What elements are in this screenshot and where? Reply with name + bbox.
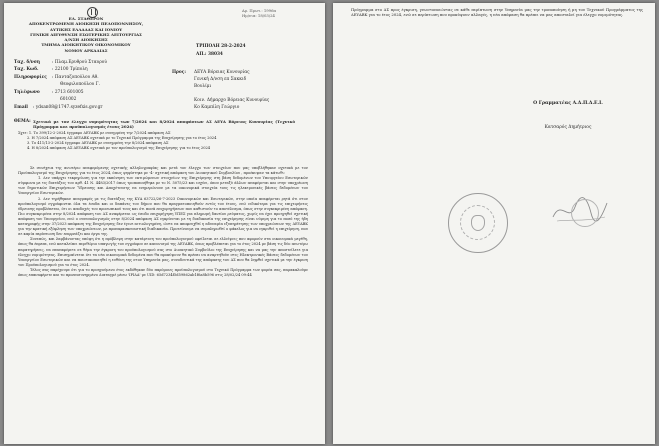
signature-title: Ο Γραμματέας Α.Δ.Π.Δ.Ε.Ι. [533,101,603,106]
subject-label: ΘΕΜΑ: [14,119,31,124]
recipient-line-3: Βουλίμι [194,84,212,89]
contact-value-phone-2: 601002 [60,97,77,102]
contact-value-email: : ydsan08@1747.syzefxis.gov.gr [33,105,103,110]
reference-4: 4. Η 8/2024 απόφαση ΔΣ ΔΕΥΑΒΚ σχετικά με τον προϋπολογισμό της Επιχείρησης για το έτος 2024 [27,146,211,151]
reference-1: Σχετ: 1. Το 399/12-2-2024 έγγραφο ΔΕΥΑΒΚ με συνημμένη την 7/2024 απόφαση ΔΣ [18,131,171,135]
cc-line-1: Κοιν. Δήμαρχο Βόρειας Κυνουρίας [194,98,270,103]
body-paragraph-final: Τέλος σας παρέχουμε ότι για το προηγούμενο έτος εκδόθηκαν δύο παρόμοιες προϋπολογισμού στο Τεχνικό Πρόγραμμα των φορέα σας, παρακαλούμε όπως επαναφέρετε και το προεπισυνημμένο Διαταγμέ μέσω 'ΙΡΙΔΑ' με UID: 65d7234f5d59862ab1f6a8b596 στις 28/02/24 09:44 [18,267,308,277]
contact-label-address: Ταχ. δ/νση [14,60,41,65]
contact-label-info: Πληροφορίες [14,75,47,80]
header-line-5: Δ/ΝΣΗ ΔΙΟΙΚΗΣΗΣ [64,37,108,43]
letter-body [18,166,308,278]
recipient-label: Προς: [172,70,186,75]
letter-date: ΤΡΙΠΟΛΗ 28-2-2024 [196,44,246,49]
header-line-7: ΝΟΜΟΥ ΑΡΚΑΔΙΑΣ [64,47,108,53]
document-page-1 [4,3,325,444]
subject-text: Σχετικά με τον έλεγχο νομιμότητας των 7/2024 και 8/2024 αποφάσεων ΔΣ ΔΕΥΑ Βόρειας Κυνουρίας (Τεχνικό Πρόγραμμα και προϋπολογισμός έτους 2024) [33,119,295,130]
contact-value-info-2: Θεοφιλοπούλου Γ. [60,82,100,87]
reference-3: 3. Το 411/13-2-2024 έγγραφο ΔΕΥΑΒΚ με συνημμένη την 8/2024 απόφαση ΔΣ [27,141,169,146]
recipient-line-2: Γενική Δ/νση επ Σακκιδ [194,77,247,82]
contact-label-postcode: Ταχ. Κωδ. [14,67,39,72]
contact-label-phone: Τηλέφωνο [14,90,40,95]
issuer-header [26,17,146,54]
header-line-2: ΑΠΟΚΕΝΤΡΩΜΕΝΗ ΔΙΟΙΚΗΣΗ ΠΕΛΟΠΟΝΝΗΣΟΥ, [28,21,144,27]
body-paragraph-2: 2. Δεν τηρήθηκαν αναγραφές με τις διατάξεις της ΚΥΑ 63722/26-7-2023 Οικονομικών και Εσωτερικών, στην οποία αναφέρεται ρητά ότι στον προϋπολογισμό εγγράφονται όλα τα έσοδα και οι δαπάνες του δήμου που θα πραγματοποιηθούν εντός του έτους, ενώ ειδικότερα για τις επιχειρήσεις ύδρευσης προβλέπεται, ότι οι αποδοχές του προσωπικού τους και ότι ποσά επιχορηγήσεων που καθιστούν το αποτέλεσμα, όπως στην συγκεκριμένη απόφαση. Πιο συγκεκριμένα στην 8/2024 απόφαση του ΔΣ αναφέρεται ως έσοδο επιχορήγηση ΥΠΕΣ για πληρωμή δανείου ρεύματος, χωρίς να έχει προηγηθεί σχετική απόφαση του Υπουργείου, ενώ ο συνυπολογισμός στην 8/2024 απόφαση ΔΣ εγκρίνεται με τη διαδικασία της επιχείρησης είναι νόμιμη για το ποσό της ήδη καταγραφής στην 37/2023 απόφαση της Επιχείρησης δεν έγινε αιτιολογημένη, ώστε να αποφευχθεί η αδυναμία εξυπηρέτησης των υποχρεώσεων της ΔΕΥΑΒΚ για την κρατική εξόφληση των υποχρεώσεων, με προπαρασκευαστική διαδικασία. Προτείνουμε να συμπληρωθεί ο φάκελος για να εγκριθεί η επιχείρηση, που σε καμία περίπτωση δεν επιρρεάζει και έργα της. [18,196,308,237]
official-seal-icon [448,193,508,253]
contact-value-postcode: : 22100 Τρίπολη [52,67,88,72]
received-stamp-line-1: Αρ. Πρωτ.: 1996α [242,8,277,13]
header-line-6: ΤΜΗΜΑ ΔΙΟΙΚΗΤΙΚΟΥ ΟΙΚΟΝΟΜΙΚΟΥ [41,42,131,48]
page2-body: Πρόγραμμα στο ΔΣ προς έγκριση, γνωστοποιώντας σε κάθε περίπτωση στην Υπηρεσία μας την τροποποίηση ή μη του Τεχνικού Προγράμματος της ΔΕΥΑΒΚ για το έτος 2024, ενώ σε περίπτωση που προκύψουν αλλαγές, η νέα απόφαση θα πρέπει να μας αποσταλεί για έλεγχο νομιμότητας. [351,7,643,18]
protocol-number: ΑΠ.: 38034 [196,52,223,57]
recipient-line-1: ΔΕΥΑ Βόρειας Κυνουρίας [194,70,250,75]
header-line-4: ΓΕΝΙΚΗ ΔΙΕΥΘΥΝΣΗ ΕΣΩΤΕΡΙΚΗΣ ΛΕΙΤΟΥΡΓΙΑΣ [30,31,142,37]
contact-value-info: : Πανταζοπούλου Αθ. [52,75,99,80]
header-line-1: ΕΛ. ΣΤΑΘΕΡΟΝ [68,16,104,21]
contact-label-email: Email [14,105,28,110]
body-paragraph-1: 1. Δεν υπάρχει τεκμηρίωση για την εκπόνηση των εκτιμώμενων στοιχείων της Επιχείρησης στη βάση δεδομένων του Υπουργείου Εσωτερικών σύμφωνα με τις διατάξεις του αρθ. 41 Ν. 4483/2017 όπως τροποποιήθηκε με το Ν. 5075/23 και ισχύει, όπου μεταξύ άλλων αναφέρεται και στην υποχρέωση των δημοτικών Επιχειρήσεων Ύδρευσης και Αποχέτευσης να ενημερώνουν με τα οικονομικά στοιχεία τους τις ηλεκτρονικές βάσεις δεδομένων του Υπουργείου Εσωτερικών. [18,176,308,196]
signatory-name: Κατσαρός Δημήτριος [544,125,592,130]
body-paragraph-intro: Σε συνέχεια της ανωτέρω αναφερόμενης σχετικής αλληλογραφίας και μετά τον έλεγχο των στοιχείων που μας υποβλήθηκαν σχετικά με τον Προϋπολογισμό της Επιχείρησης για το έτος 2024, όπως ψηφίστηκε με -4- σχετική απόφαση του Διοικητικού Συμβουλίου , προέκυψαν τα κάτωθι: [18,166,308,176]
header-line-3: ΔΥΤΙΚΗΣ ΕΛΛΑΔΑΣ ΚΑΙ ΙΟΝΙΟΥ [49,26,123,32]
reference-2: 2. Η 7/2024 απόφαση ΔΣ ΔΕΥΑΒΚ σχετικά με το Τεχνικό Πρόγραμμα της Επιχείρησης για το έτος 2024 [27,136,217,141]
references-block [18,131,294,151]
received-stamp-line-2: Ημ/νια: 18/03/24 [242,13,275,18]
document-page-2 [333,3,655,444]
contact-value-phone: : 2713 601005 [52,90,84,95]
cc-line-2: Κο Καμπίλη Γεώργιο [194,105,240,110]
body-paragraph-conclusion: Συνεπώς, και λαμβάνοντας υπόψη ότι η πρόβλεψη στην κατάρτιση του προϋπολογισμού οφείλεται σε ελλείψεις που αφορούν στα οικονομικά μεγέθη, όπως θα έπρεπε, ενώ καταλείπει περιθώριο υπαγωγής του εγγράφου σε κανονισμό της ΔΕΥΑΒΚ, όπως προβλέπεται για το έτος 2024 με βάση τις δύο ανωτέρω παρατηρήσεις, να επαναφέρετε σε θέμα την έγκριση του προϋπολογισμού σας στο Διοικητικό Συμβούλιο της Επιχείρησης και να μας την αποστείλετε για έλεγχο νομιμότητας. Επισημαίνεται ότι τα νέα οικονομικά δεδομένα που θα προκύψουν θα πρέπει να αναρτηθούν στις Ηλεκτρονικές Βάσεις δεδομένων του Υπουργείου Εσωτερικών και να ποιοτικοποιηθεί η ευθύνη της στον Υπηρεσία μας, συνοδευτικά της απόφασης του ΔΣ που θα ληφθεί σχετικά με την έγκριση του Προϋπολογισμού για το έτος 2024. [18,237,308,267]
secondary-stamp-icon [571,199,599,227]
contact-value-address: : Πλαμ.Ερυθρού Σταυρού [52,60,107,65]
